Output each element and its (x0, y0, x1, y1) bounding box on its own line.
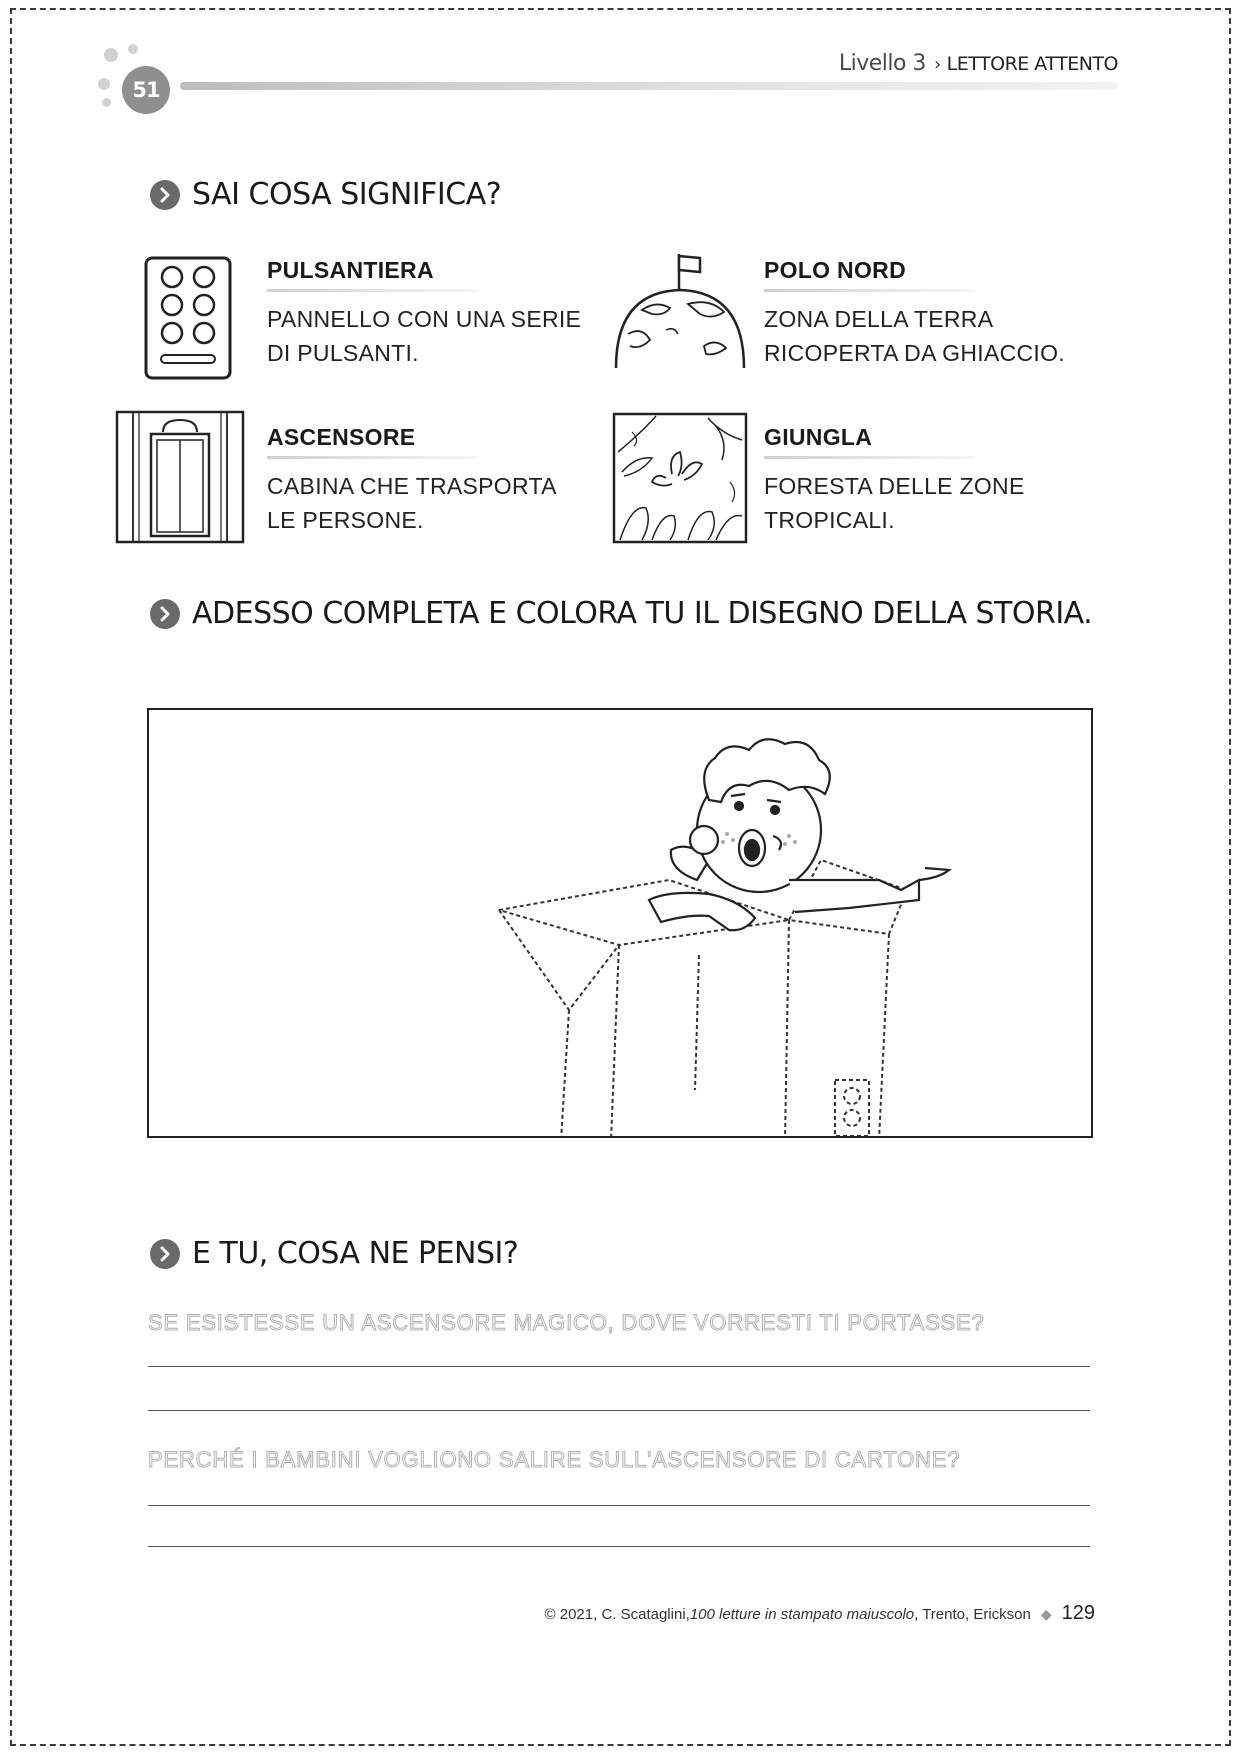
chevron-circle-icon (150, 599, 180, 629)
section-title-opinion (150, 1236, 518, 1271)
vocab-entry-giungla (764, 424, 1025, 537)
splash-dot (102, 98, 111, 107)
vocab-term: PULSANTIERA (267, 257, 434, 283)
vocab-definition-line: TROPICALI. (764, 507, 895, 533)
splash-dot (98, 78, 110, 90)
answer-line[interactable] (148, 1410, 1090, 1411)
term-underline (267, 456, 477, 459)
footer-citation (545, 1602, 1095, 1625)
section-label: LETTORE ATTENTO (946, 53, 1118, 75)
page-badge (96, 44, 186, 124)
vocab-term: POLO NORD (764, 257, 906, 283)
north-pole-globe-icon (612, 250, 748, 370)
footer-publisher: , Trento, Erickson (914, 1606, 1031, 1623)
answer-line[interactable] (148, 1505, 1090, 1506)
badge-number: 51 (122, 66, 170, 114)
elevator-icon (115, 410, 245, 544)
header-level (839, 51, 1118, 76)
vocab-entry-polo-nord (764, 257, 1065, 370)
section-title-text: E TU, COSA NE PENSI? (192, 1236, 519, 1271)
chevron-circle-icon (150, 1239, 180, 1269)
answer-line[interactable] (148, 1366, 1090, 1367)
chevron-right-icon: › (933, 54, 941, 75)
vocab-definition-line: DI PULSANTI. (267, 340, 419, 366)
drawing-area[interactable] (147, 708, 1093, 1138)
vocab-entry-pulsantiera (267, 257, 581, 370)
keypad-icon (143, 255, 233, 381)
vocab-definition-line: CABINA CHE TRASPORTA (267, 473, 557, 499)
term-underline (267, 289, 477, 292)
chevron-circle-icon (150, 180, 180, 210)
jungle-icon (612, 412, 748, 544)
page-number: 129 (1061, 1602, 1095, 1624)
answer-line[interactable] (148, 1546, 1090, 1547)
section-title-text: ADESSO COMPLETA E COLORA TU IL DISEGNO DELLA STORIA. (192, 596, 1093, 631)
level-label: Livello 3 (838, 51, 926, 76)
vocab-term: GIUNGLA (764, 424, 873, 450)
vocab-definition-line: PANNELLO CON UNA SERIE (267, 306, 582, 332)
question-prompt: PERCHÉ I BAMBINI VOGLIONO SALIRE SULL'ASCENSORE DI CARTONE? (148, 1447, 961, 1472)
boy-in-cardboard-box-illustration (149, 710, 1093, 1138)
splash-dot (128, 44, 138, 54)
diamond-icon: ◆ (1040, 1606, 1052, 1622)
vocab-term: ASCENSORE (267, 424, 416, 450)
footer-book-title: 100 letture in stampato maiuscolo (689, 1606, 915, 1623)
question-prompt: SE ESISTESSE UN ASCENSORE MAGICO, DOVE VORRESTI TI PORTASSE? (148, 1310, 985, 1335)
vocab-definition-line: FORESTA DELLE ZONE (764, 473, 1025, 499)
header-rule (180, 82, 1118, 90)
vocab-definition-line: LE PERSONE. (267, 507, 424, 533)
term-underline (764, 456, 974, 459)
vocab-entry-ascensore (267, 424, 557, 537)
section-title-text: SAI COSA SIGNIFICA? (192, 177, 502, 212)
section-title-draw (150, 596, 1092, 631)
splash-dot (104, 48, 118, 62)
vocab-definition-line: ZONA DELLA TERRA (764, 306, 994, 332)
term-underline (764, 289, 974, 292)
footer-copyright: © 2021, C. Scataglini, (544, 1606, 690, 1623)
section-title-meaning (150, 177, 501, 212)
vocab-definition-line: RICOPERTA DA GHIACCIO. (764, 340, 1065, 366)
